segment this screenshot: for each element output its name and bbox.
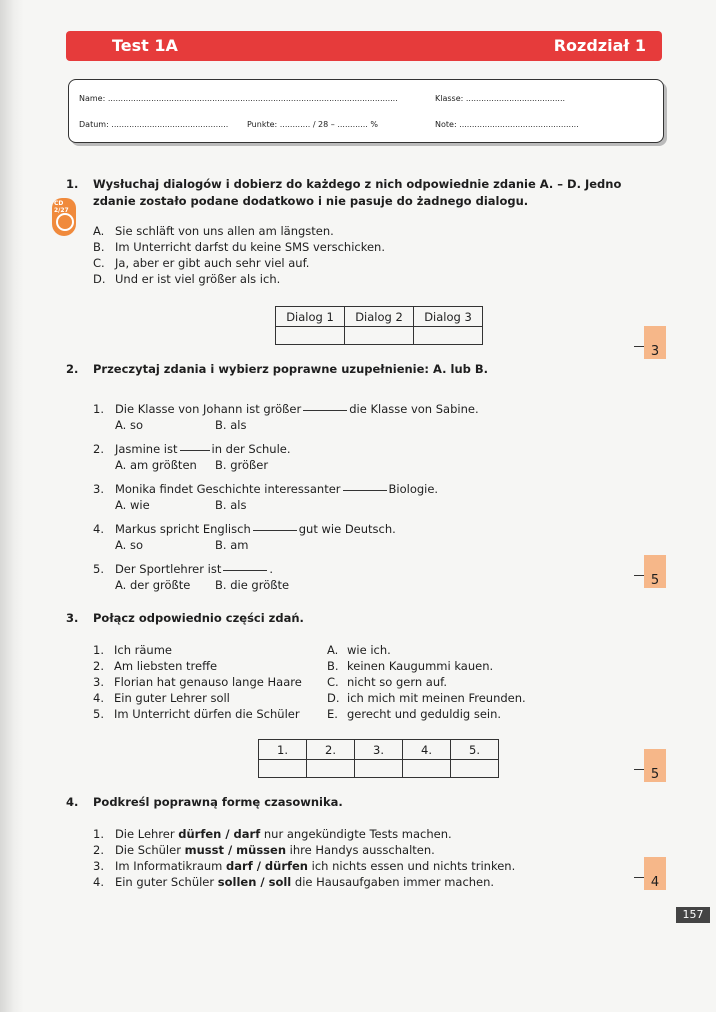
answer-blank[interactable] xyxy=(223,570,267,571)
q2-item-5-option-a[interactable]: A. der größte xyxy=(115,578,191,592)
answer-blank[interactable] xyxy=(180,450,210,451)
q2-item-1-option-a[interactable]: A. so xyxy=(115,418,144,432)
q3-score-tab xyxy=(634,749,666,782)
cd-track-label: CD 2/27 xyxy=(54,200,69,214)
q3-right-c-letter: C. xyxy=(327,675,339,689)
chapter-title: Rozdział 1 xyxy=(553,36,646,55)
punkte-field[interactable]: Punkte: ............ / 28 – ............ % xyxy=(247,120,378,129)
q1-number: 1. xyxy=(66,177,79,191)
q1-option-c-text: Ja, aber er gibt auch sehr viel auf. xyxy=(115,256,310,270)
page-number: 157 xyxy=(676,907,710,923)
q1-score-tab xyxy=(634,326,666,359)
q4-item-1: 1. Die Lehrer dürfen / darf nur angekündigte Tests machen. xyxy=(93,827,452,841)
q1-header-3: Dialog 3 xyxy=(414,307,483,327)
q3-instruction: Połącz odpowiednio części zdań. xyxy=(93,611,304,625)
q3-answer-cell[interactable] xyxy=(403,760,451,778)
note-field[interactable]: Note: ............................................... xyxy=(435,120,579,129)
q4-item-2: 2. Die Schüler musst / müssen ihre Handys ausschalten. xyxy=(93,843,435,857)
test-title: Test 1A xyxy=(112,36,178,55)
q2-item-4-option-b[interactable]: B. am xyxy=(215,538,249,552)
q2-score: 5 xyxy=(644,573,666,588)
q3-right-b: keinen Kaugummi kauen. xyxy=(347,659,494,673)
q3-answer-cell[interactable] xyxy=(307,760,355,778)
q2-instruction: Przeczytaj zdania i wybierz poprawne uzupełnienie: A. lub B. xyxy=(93,362,489,376)
q3-answer-cell[interactable] xyxy=(355,760,403,778)
q3-right-b-letter: B. xyxy=(327,659,339,673)
student-info-box xyxy=(68,79,664,143)
q1-answer-cell[interactable] xyxy=(345,327,414,345)
q3-header-3: 3. xyxy=(355,740,403,760)
q4-score-tab xyxy=(634,857,666,890)
q2-item-1: 1. Die Klasse von Johann ist größer die Klasse von Sabine. xyxy=(93,402,479,416)
q2-item-2-option-a[interactable]: A. am größten xyxy=(115,458,197,472)
name-field[interactable]: Name: .................................................................................................................. xyxy=(79,94,398,103)
cd-track-icon xyxy=(52,198,76,236)
q4-item-4: 4. Ein guter Schüler sollen / soll die Hausaufgaben immer machen. xyxy=(93,875,495,889)
q2-item-5: 5. Der Sportlehrer ist . xyxy=(93,562,273,576)
q1-option-d-text: Und er ist viel größer als ich. xyxy=(115,272,281,286)
q3-header-5: 5. xyxy=(451,740,499,760)
q1-score: 3 xyxy=(644,344,666,359)
q3-left-1-num: 1. xyxy=(93,643,104,657)
q2-score-tab xyxy=(634,555,666,588)
q3-number: 3. xyxy=(66,611,79,625)
q4-number: 4. xyxy=(66,795,79,809)
q4-item-3: 3. Im Informatikraum darf / dürfen ich nichts essen und nichts trinken. xyxy=(93,859,516,873)
verb-choice[interactable]: darf / dürfen xyxy=(226,859,308,873)
q1-option-c: C. xyxy=(93,256,105,270)
q2-item-5-option-b[interactable]: B. die größte xyxy=(215,578,290,592)
q3-left-4: Ein guter Lehrer soll xyxy=(114,691,230,705)
q1-answer-cell[interactable] xyxy=(276,327,345,345)
q2-item-3: 3. Monika findet Geschichte interessanter Biologie. xyxy=(93,482,439,496)
q1-option-a-text: Sie schläft von uns allen am längsten. xyxy=(115,224,334,238)
q4-score: 4 xyxy=(644,875,666,890)
q1-option-b-text: Im Unterricht darfst du keine SMS verschicken. xyxy=(115,240,386,254)
verb-choice[interactable]: musst / müssen xyxy=(184,843,287,857)
q3-right-d: ich mich mit meinen Freunden. xyxy=(347,691,526,705)
q3-answer-cell[interactable] xyxy=(259,760,307,778)
q3-right-a: wie ich. xyxy=(347,643,391,657)
verb-choice[interactable]: sollen / soll xyxy=(217,875,292,889)
q3-left-3: Florian hat genauso lange Haare xyxy=(114,675,302,689)
q3-left-2: Am liebsten treffe xyxy=(114,659,218,673)
q1-answer-cell[interactable] xyxy=(414,327,483,345)
q2-item-2: 2. Jasmine ist in der Schule. xyxy=(93,442,291,456)
answer-blank[interactable] xyxy=(303,410,347,411)
q1-option-a: A. xyxy=(93,224,105,238)
q3-header-4: 4. xyxy=(403,740,451,760)
answer-blank[interactable] xyxy=(253,530,297,531)
q2-item-4-option-a[interactable]: A. so xyxy=(115,538,144,552)
q3-left-1: Ich räume xyxy=(114,643,172,657)
q1-header-2: Dialog 2 xyxy=(345,307,414,327)
q3-right-a-letter: A. xyxy=(327,643,339,657)
datum-field[interactable]: Datum: .............................................. xyxy=(79,120,229,129)
q3-left-5-num: 5. xyxy=(93,707,104,721)
q1-header-1: Dialog 1 xyxy=(276,307,345,327)
q3-right-e: gerecht und geduldig sein. xyxy=(347,707,502,721)
q4-instruction: Podkreśl poprawną formę czasownika. xyxy=(93,795,343,809)
q1-option-b: B. xyxy=(93,240,105,254)
q3-header-2: 2. xyxy=(307,740,355,760)
q1-option-d: D. xyxy=(93,272,106,286)
q2-item-4: 4. Markus spricht Englisch gut wie Deutsch. xyxy=(93,522,396,536)
q3-left-4-num: 4. xyxy=(93,691,104,705)
q3-left-2-num: 2. xyxy=(93,659,104,673)
q2-item-2-option-b[interactable]: B. größer xyxy=(215,458,269,472)
q3-score: 5 xyxy=(644,767,666,782)
q2-item-1-option-b[interactable]: B. als xyxy=(215,418,247,432)
q2-number: 2. xyxy=(66,362,79,376)
q3-right-d-letter: D. xyxy=(327,691,340,705)
q3-left-3-num: 3. xyxy=(93,675,104,689)
q3-right-c: nicht so gern auf. xyxy=(347,675,447,689)
q2-item-3-option-a[interactable]: A. wie xyxy=(115,498,150,512)
q1-answer-table xyxy=(275,306,483,345)
q3-left-5: Im Unterricht dürfen die Schüler xyxy=(114,707,300,721)
q2-item-3-option-b[interactable]: B. als xyxy=(215,498,247,512)
q1-instruction: Wysłuchaj dialogów i dobierz do każdego z nich odpowiednie zdanie A. – D. Jedno zdanie zostało podane dodatkowo i nie pasuje do żadnego dialogu. xyxy=(93,177,622,208)
q3-answer-cell[interactable] xyxy=(451,760,499,778)
q3-header-1: 1. xyxy=(259,740,307,760)
q3-answer-table xyxy=(258,739,499,778)
q3-right-e-letter: E. xyxy=(327,707,338,721)
page-gutter xyxy=(0,0,24,1012)
header-bar xyxy=(66,31,662,61)
verb-choice[interactable]: dürfen / darf xyxy=(178,827,261,841)
answer-blank[interactable] xyxy=(343,490,387,491)
disc-icon xyxy=(56,213,74,231)
klasse-field[interactable]: Klasse: ....................................... xyxy=(435,94,566,103)
